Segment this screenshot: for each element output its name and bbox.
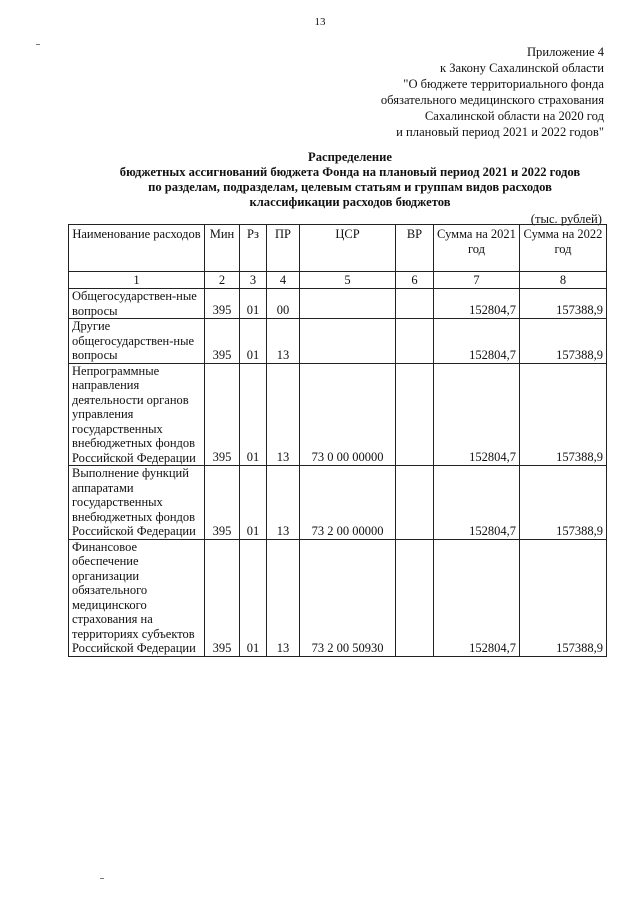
- header-min: Мин: [205, 225, 240, 272]
- row-rz: 01: [240, 539, 267, 656]
- header-sum-2022: Сумма на 2022 год: [520, 225, 607, 272]
- row-pr: 13: [267, 466, 300, 540]
- row-name: Другие общегосударствен-ные вопросы: [69, 319, 205, 364]
- column-number: 2: [205, 272, 240, 289]
- row-min: 395: [205, 466, 240, 540]
- row-pr: 13: [267, 363, 300, 466]
- column-number: 6: [396, 272, 434, 289]
- column-number: 7: [434, 272, 520, 289]
- header-rz: Рз: [240, 225, 267, 272]
- scan-speck: [100, 878, 104, 879]
- row-name: Общегосударствен-ные вопросы: [69, 289, 205, 319]
- row-sum-2021: 152804,7: [434, 319, 520, 364]
- row-name: Непрограммные направления деятельности органов управления государственных внебюджетных фондов Российской Федерации: [69, 363, 205, 466]
- appendix-line: и плановый период 2021 и 2022 годов": [396, 125, 604, 139]
- column-number: 4: [267, 272, 300, 289]
- table-row: [69, 289, 607, 319]
- row-sum-2021: 152804,7: [434, 363, 520, 466]
- row-vr: [396, 539, 434, 656]
- scan-speck: [36, 44, 40, 45]
- row-csr: 73 2 00 50930: [300, 539, 396, 656]
- table-row: [69, 363, 607, 466]
- row-csr: 73 0 00 00000: [300, 363, 396, 466]
- title-line: Распределение: [308, 150, 392, 164]
- row-min: 395: [205, 289, 240, 319]
- row-vr: [396, 363, 434, 466]
- row-min: 395: [205, 319, 240, 364]
- row-name: Финансовое обеспечение организации обязательного медицинского страхования на территориях субъектов Российской Федерации: [69, 539, 205, 656]
- row-sum-2022: 157388,9: [520, 539, 607, 656]
- header-csr: ЦСР: [300, 225, 396, 272]
- appendix-line: Сахалинской области на 2020 год: [424, 109, 604, 123]
- row-rz: 01: [240, 289, 267, 319]
- row-pr: 00: [267, 289, 300, 319]
- header-vr: ВР: [396, 225, 434, 272]
- row-sum-2021: 152804,7: [434, 539, 520, 656]
- title-line: бюджетных ассигнований бюджета Фонда на плановый период 2021 и 2022 годов: [119, 165, 581, 179]
- row-min: 395: [205, 539, 240, 656]
- header-name: Наименование расходов: [69, 225, 205, 272]
- row-pr: 13: [267, 319, 300, 364]
- column-number: 8: [520, 272, 607, 289]
- column-number: 3: [240, 272, 267, 289]
- column-number-row: [69, 272, 607, 289]
- row-vr: [396, 466, 434, 540]
- units-label: (тыс. рублей): [530, 212, 602, 226]
- row-vr: [396, 319, 434, 364]
- row-csr: [300, 319, 396, 364]
- row-sum-2022: 157388,9: [520, 289, 607, 319]
- row-sum-2021: 152804,7: [434, 289, 520, 319]
- header-sum-2021: Сумма на 2021 год: [434, 225, 520, 272]
- page-number: 13: [314, 16, 326, 28]
- document-title: [80, 150, 620, 210]
- row-csr: [300, 289, 396, 319]
- row-rz: 01: [240, 319, 267, 364]
- header-row: [69, 225, 607, 272]
- title-line: по разделам, подразделам, целевым статьям и группам видов расходов: [148, 180, 552, 194]
- row-csr: 73 2 00 00000: [300, 466, 396, 540]
- column-number: 1: [69, 272, 205, 289]
- appendix-line: обязательного медицинского страхования: [380, 93, 604, 107]
- row-sum-2021: 152804,7: [434, 466, 520, 540]
- title-line: классификации расходов бюджетов: [249, 195, 451, 209]
- appendix-header: [284, 44, 604, 140]
- row-rz: 01: [240, 466, 267, 540]
- column-number: 5: [300, 272, 396, 289]
- appendix-line: к Закону Сахалинской области: [439, 61, 604, 75]
- appendix-line: Приложение 4: [526, 45, 604, 59]
- header-pr: ПР: [267, 225, 300, 272]
- row-sum-2022: 157388,9: [520, 363, 607, 466]
- row-min: 395: [205, 363, 240, 466]
- row-sum-2022: 157388,9: [520, 319, 607, 364]
- table-row: [69, 319, 607, 364]
- table-row: [69, 466, 607, 540]
- row-pr: 13: [267, 539, 300, 656]
- row-vr: [396, 289, 434, 319]
- appendix-line: "О бюджете территориального фонда: [403, 77, 604, 91]
- row-rz: 01: [240, 363, 267, 466]
- row-name: Выполнение функций аппаратами государственных внебюджетных фондов Российской Федерации: [69, 466, 205, 540]
- row-sum-2022: 157388,9: [520, 466, 607, 540]
- budget-table: [68, 224, 607, 657]
- table-row: [69, 539, 607, 656]
